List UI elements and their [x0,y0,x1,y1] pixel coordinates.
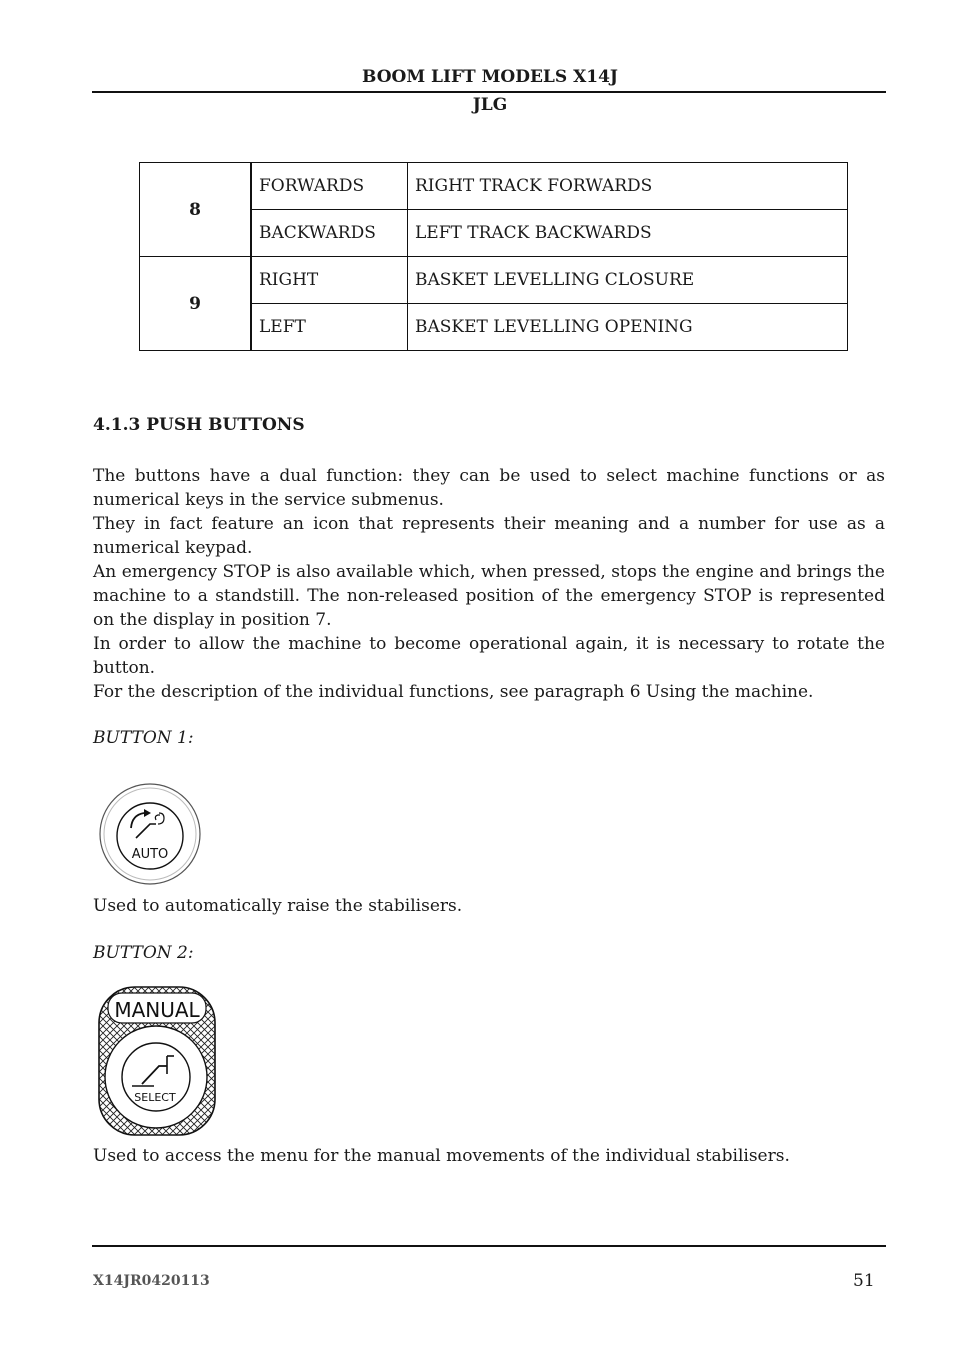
header-subtitle: JLG [472,95,508,115]
paragraph: The buttons have a dual function: they can be used to select machine functions or as numerical keys in the service submenus. [93,466,885,510]
paragraph: An emergency STOP is also available which, when pressed, stops the engine and brings the machine to a standstill. The non-released position of the emergency STOP is represented on the display in position 7. [93,562,885,630]
header-rule [92,91,886,93]
document-code: X14JR0420113 [93,1273,210,1289]
auto-icon-text: AUTO [131,847,169,862]
paragraph: They in fact feature an icon that represents their meaning and a number for use as a numerical keypad. [93,514,885,558]
button-2-description: Used to access the menu for the manual movements of the individual stabilisers. [93,1146,790,1166]
table-cell-number: 8 [140,163,252,257]
table-cell-function: BASKET LEVELLING CLOSURE [408,257,848,304]
table-cell-function: LEFT TRACK BACKWARDS [408,210,848,257]
table-cell-direction: FORWARDS [251,163,408,210]
select-icon-text: SELECT [134,1091,176,1104]
function-table [139,162,848,351]
table-cell-direction: BACKWARDS [251,210,408,257]
manual-select-icon [96,984,218,1138]
table-cell-number: 9 [140,257,252,351]
section-body [93,464,885,704]
table-cell-function: RIGHT TRACK FORWARDS [408,163,848,210]
paragraph: In order to allow the machine to become operational again, it is necessary to rotate the button. [93,634,885,678]
page-number: 51 [853,1271,875,1291]
header-title: BOOM LIFT MODELS X14J [362,67,618,87]
table-cell-direction: LEFT [251,304,408,351]
table-row [140,163,848,210]
auto-raise-icon [98,782,202,886]
button-1-description: Used to automatically raise the stabilisers. [93,896,463,916]
button-1-label: BUTTON 1: [93,728,194,748]
section-heading: 4.1.3 PUSH BUTTONS [93,415,305,435]
paragraph: For the description of the individual functions, see paragraph 6 Using the machine. [93,682,814,702]
table-cell-function: BASKET LEVELLING OPENING [408,304,848,351]
table-row [140,257,848,304]
table-cell-direction: RIGHT [251,257,408,304]
footer-rule [92,1245,886,1247]
button-2-label: BUTTON 2: [93,943,194,963]
manual-icon-text: MANUAL [114,998,200,1022]
